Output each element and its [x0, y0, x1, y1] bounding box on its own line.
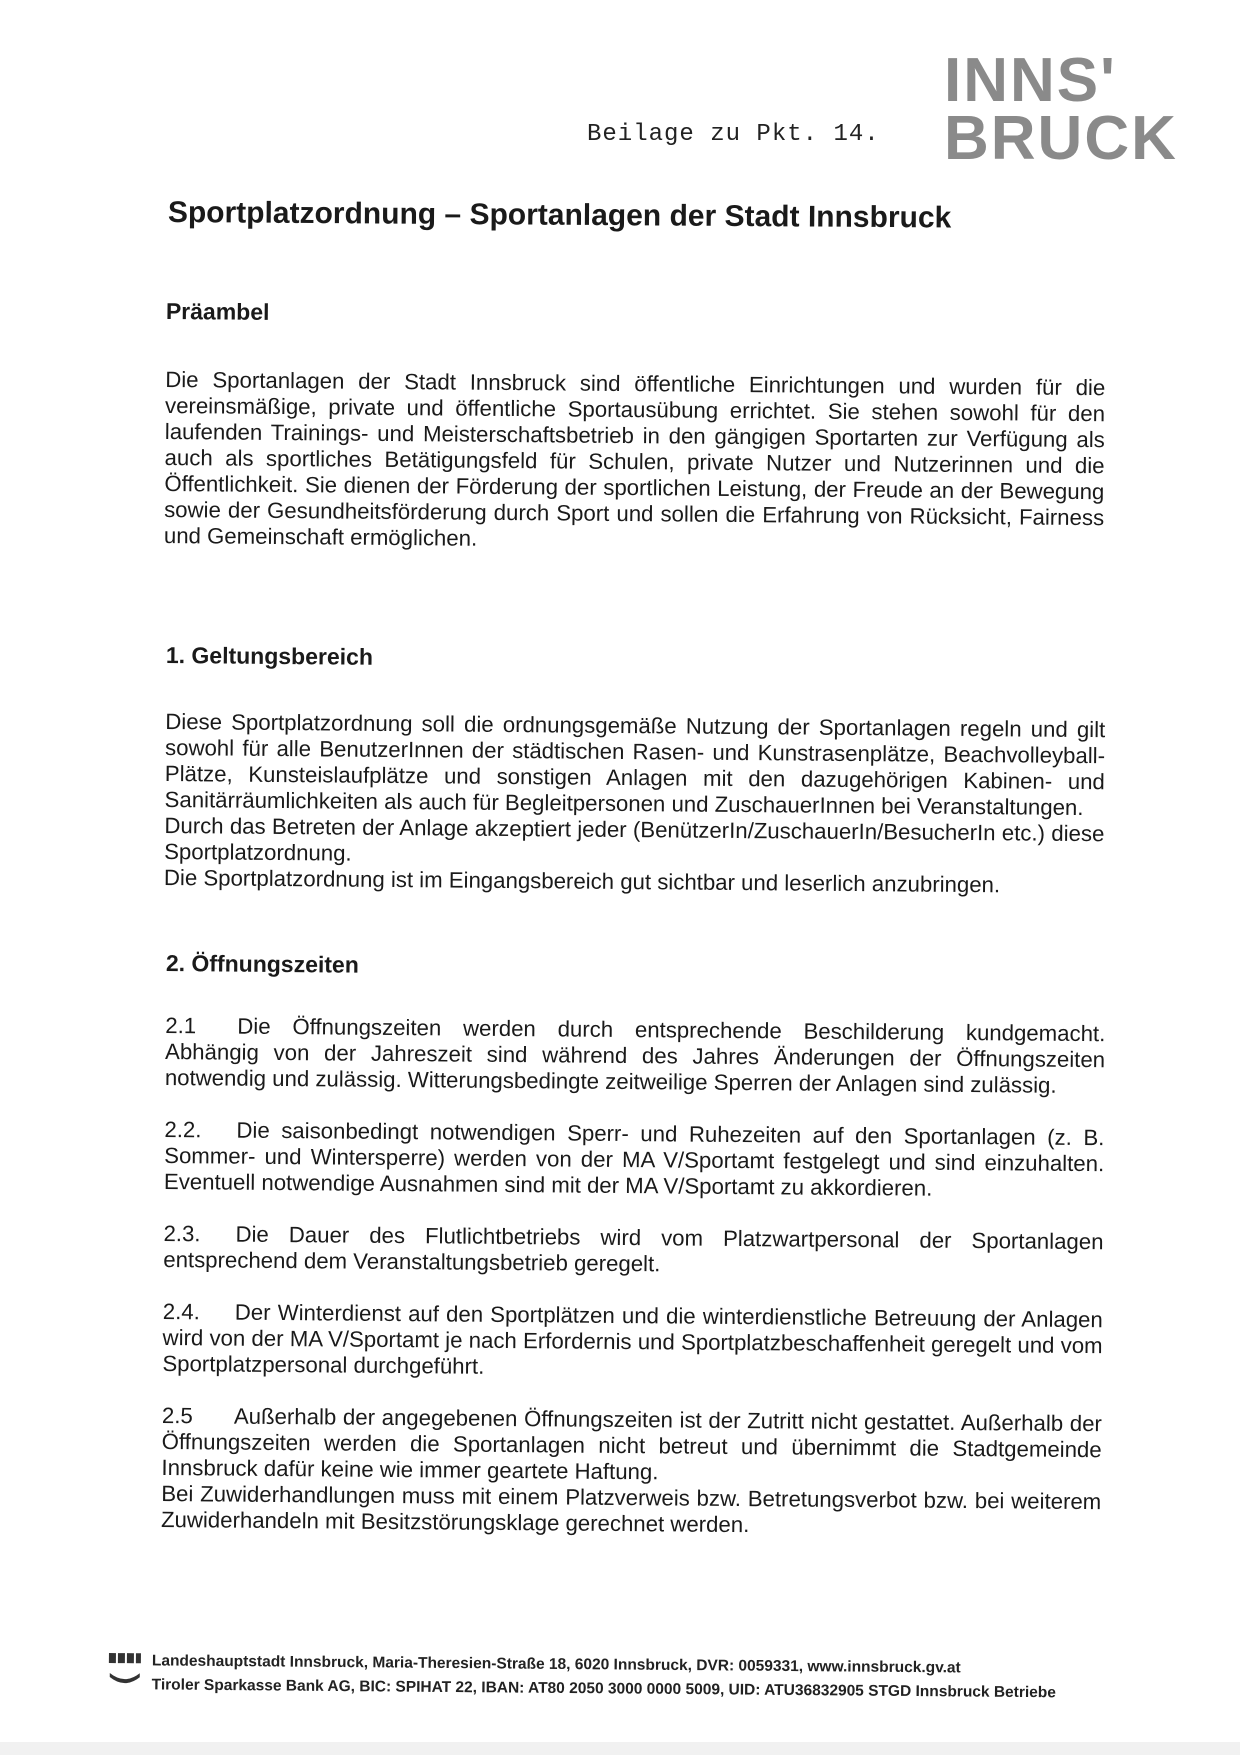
list-item — [163, 1221, 1103, 1281]
section-geltungsbereich — [164, 642, 1106, 899]
attachment-note: Beilage zu Pkt. 14. — [587, 121, 880, 148]
geltung-paragraph-2: Durch das Betreten der Anlage akzeptiert jeder (BenützerIn/ZuschauerIn/BesucherIn etc.) diese Sportplatzordnung. — [164, 812, 1105, 866]
item-number: 2.5 — [161, 1402, 193, 1429]
item-text: Die Öffnungszeiten werden durch entsprechende Beschilderung kundgemacht. Abhängig von der Jahreszeit sind während des Jahres Änderungen der Öffnungszeiten notwendig und zulässig. Witterungsbedingte zeitweilige Sperren der Anlagen sind zulässig. — [164, 1013, 1106, 1098]
section-heading: 1. Geltungsbereich — [165, 642, 374, 670]
praeambel-paragraph: Die Sportanlagen der Stadt Innsbruck sind öffentliche Einrichtungen und wurden für die vereinsmäßige, private und öffentliche Sportausübung errichtet. Sie stehen sowohl für den laufenden Trainings- und Meisterschaftsbetrieb in den gängigen Sportarten zur Verfügung als auch als sportliches Betätigungsfeld für Schulen, private Nutzer und Nutzerinnen und die Öffentlichkeit. Sie dienen der Förderung der sportlichen Leistung, der Freude an der Bewegung sowie der Gesundheitsförderung durch Sport und sollen die Erfahrung von Rücksicht, Fairness und Gemeinschaft ermöglichen. — [163, 366, 1106, 551]
item-number: 2.2. — [164, 1116, 202, 1143]
footer-text — [152, 1649, 1057, 1705]
footer-line-bank: Tiroler Sparkasse Bank AG, BIC: SPIHAT 22, IBAN: AT80 2050 3000 0000 5009, UID: ATU36832905 STGD Innsbruck Betriebe — [151, 1676, 1056, 1702]
section-heading: 2. Öffnungszeiten — [165, 950, 359, 978]
item-number: 2.4. — [162, 1298, 200, 1325]
item-number: 2.3. — [163, 1220, 201, 1247]
list-item — [162, 1299, 1103, 1385]
list-item — [165, 1013, 1106, 1099]
section-heading: Präambel — [165, 298, 270, 325]
section-praeambel — [164, 298, 1106, 557]
item-text: Die Dauer des Flutlichtbetriebs wird vom Platzwartpersonal der Sportanlagen entsprechend dem Veranstaltungsbetrieb geregelt. — [163, 1221, 1104, 1277]
item-number: 2.1 — [165, 1012, 197, 1039]
list-item — [161, 1403, 1102, 1541]
closing-paragraph: Bei Zuwiderhandlungen muss mit einem Platzverweis bzw. Betretungsverbot bzw. bei weiterem Zuwiderhandeln mit Besitzstörungsklage gerechnet werden. — [160, 1480, 1102, 1538]
section-oeffnungszeiten — [161, 950, 1106, 1541]
footer-line-address: Landeshauptstadt Innsbruck, Maria-Theresien-Straße 18, 6020 Innsbruck, DVR: 0059331, www.innsbruck.gv.at — [151, 1652, 961, 1677]
geltung-paragraph-1: Diese Sportplatzordnung soll die ordnungsgemäße Nutzung der Sportanlagen regeln und gilt sowohl für alle BenutzerInnen der städtischen Rasen- und Kunstrasenplätze, Beachvolleyball-Plätze, Kunsteislaufplätze und sonstigen Anlagen mit den dazugehörigen Kabinen- und Sanitärräumlichkeiten als auch für Begleitpersonen und ZuschauerInnen bei Veranstaltungen. — [164, 708, 1106, 821]
item-text: Der Winterdienst auf den Sportplätzen und die winterdienstliche Betreuung der Anlagen wird von der MA V/Sportamt je nach Erfordernis und Sportplatzbeschaffenheit geregelt und vom Sportplatzpersonal durchgeführt. — [162, 1299, 1103, 1379]
scan-edge — [0, 1742, 1240, 1755]
innsbruck-logo — [944, 46, 1204, 173]
footer — [108, 1649, 1128, 1702]
list-item — [164, 1117, 1105, 1203]
logo-line-2: BRUCK — [944, 104, 1178, 173]
item-text: Die saisonbedingt notwendigen Sperr- und Ruhezeiten auf den Sportanlagen (z. B. Sommer- und Wintersperre) werden von der MA V/Sportamt festgelegt und sind einzuhalten. Eventuell notwendige Ausnahmen sind mit der MA V/Sportamt zu akkordieren. — [163, 1117, 1105, 1201]
item-text: Außerhalb der angegebenen Öffnungszeiten ist der Zutritt nicht gestattet. Außerhalb der Öffnungszeiten werden die Sportanlagen nicht betreut und übernimmt die Stadtgemeinde Innsbruck dafür keine wie immer geartete Haftung. — [161, 1403, 1103, 1485]
geltung-paragraph-3: Die Sportplatzordnung ist im Eingangsbereich gut sichtbar und leserlich anzubringen. — [163, 864, 1001, 898]
city-crest-icon — [108, 1651, 142, 1689]
logo-line-1: INNS' — [944, 46, 1117, 115]
document-title: Sportplatzordnung – Sportanlagen der Stadt Innsbruck — [167, 196, 952, 235]
